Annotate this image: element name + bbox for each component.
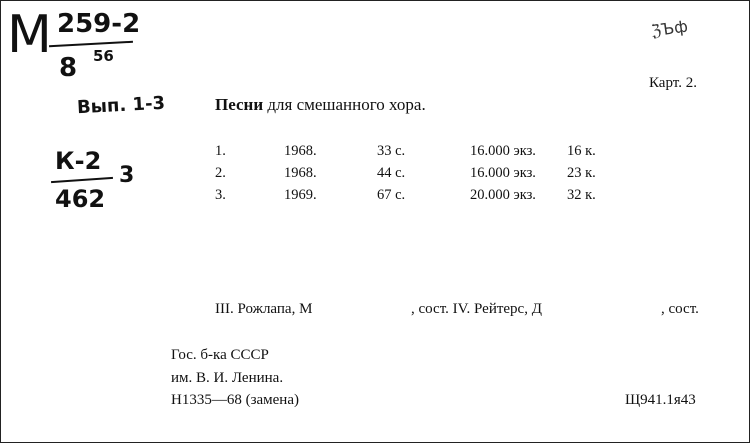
- table-row: [1, 187, 750, 207]
- table-row: [1, 143, 750, 163]
- issue-price: 32 к.: [567, 187, 596, 203]
- issue-pages: 67 с.: [377, 187, 406, 203]
- issue-price: 16 к.: [567, 143, 596, 159]
- issue-year: 1968.: [284, 165, 317, 181]
- library-line-3: Н1335—68 (замена): [171, 392, 299, 408]
- library-line-1: Гос. б-ка СССР: [171, 347, 269, 363]
- table-row: [1, 165, 750, 185]
- issue-copies: 20.000 экз.: [470, 187, 536, 203]
- issue-number: 2.: [215, 165, 226, 181]
- catalog-code: Щ941.1я43: [625, 392, 696, 408]
- compilers-left: III. Рожлапа, М: [215, 301, 313, 317]
- handwritten-shelf-superscript: 56: [93, 47, 114, 65]
- title-rest: для смешанного хора.: [267, 95, 426, 114]
- handwritten-k-bottom: 462: [55, 185, 106, 213]
- issue-price: 23 к.: [567, 165, 596, 181]
- handwritten-fraction-line: [49, 41, 133, 47]
- issue-year: 1968.: [284, 143, 317, 159]
- card-label: Карт. 2.: [649, 75, 697, 91]
- issue-number: 1.: [215, 143, 226, 159]
- issue-pages: 33 с.: [377, 143, 406, 159]
- issue-year: 1969.: [284, 187, 317, 203]
- issue-copies: 16.000 экз.: [470, 165, 536, 181]
- handwritten-letter: М: [7, 5, 52, 65]
- stamp-mark: ℨЪф: [649, 16, 690, 41]
- issue-copies: 16.000 экз.: [470, 143, 536, 159]
- library-line-2: им. В. И. Ленина.: [171, 370, 284, 386]
- handwritten-issues: Вып. 1-3: [76, 92, 166, 119]
- card-title: [215, 95, 426, 115]
- handwritten-k-top: К-2: [55, 147, 102, 175]
- compilers-right: , сост.: [661, 301, 699, 317]
- issue-pages: 44 с.: [377, 165, 406, 181]
- handwritten-k-side: 3: [119, 163, 135, 188]
- issue-number: 3.: [215, 187, 226, 203]
- title-bold: Песни: [215, 95, 264, 114]
- compilers-middle: , сост. IV. Рейтерс, Д: [411, 301, 542, 317]
- handwritten-shelf-top: 259-2: [57, 9, 141, 39]
- handwritten-shelf-bottom: 8: [59, 53, 78, 83]
